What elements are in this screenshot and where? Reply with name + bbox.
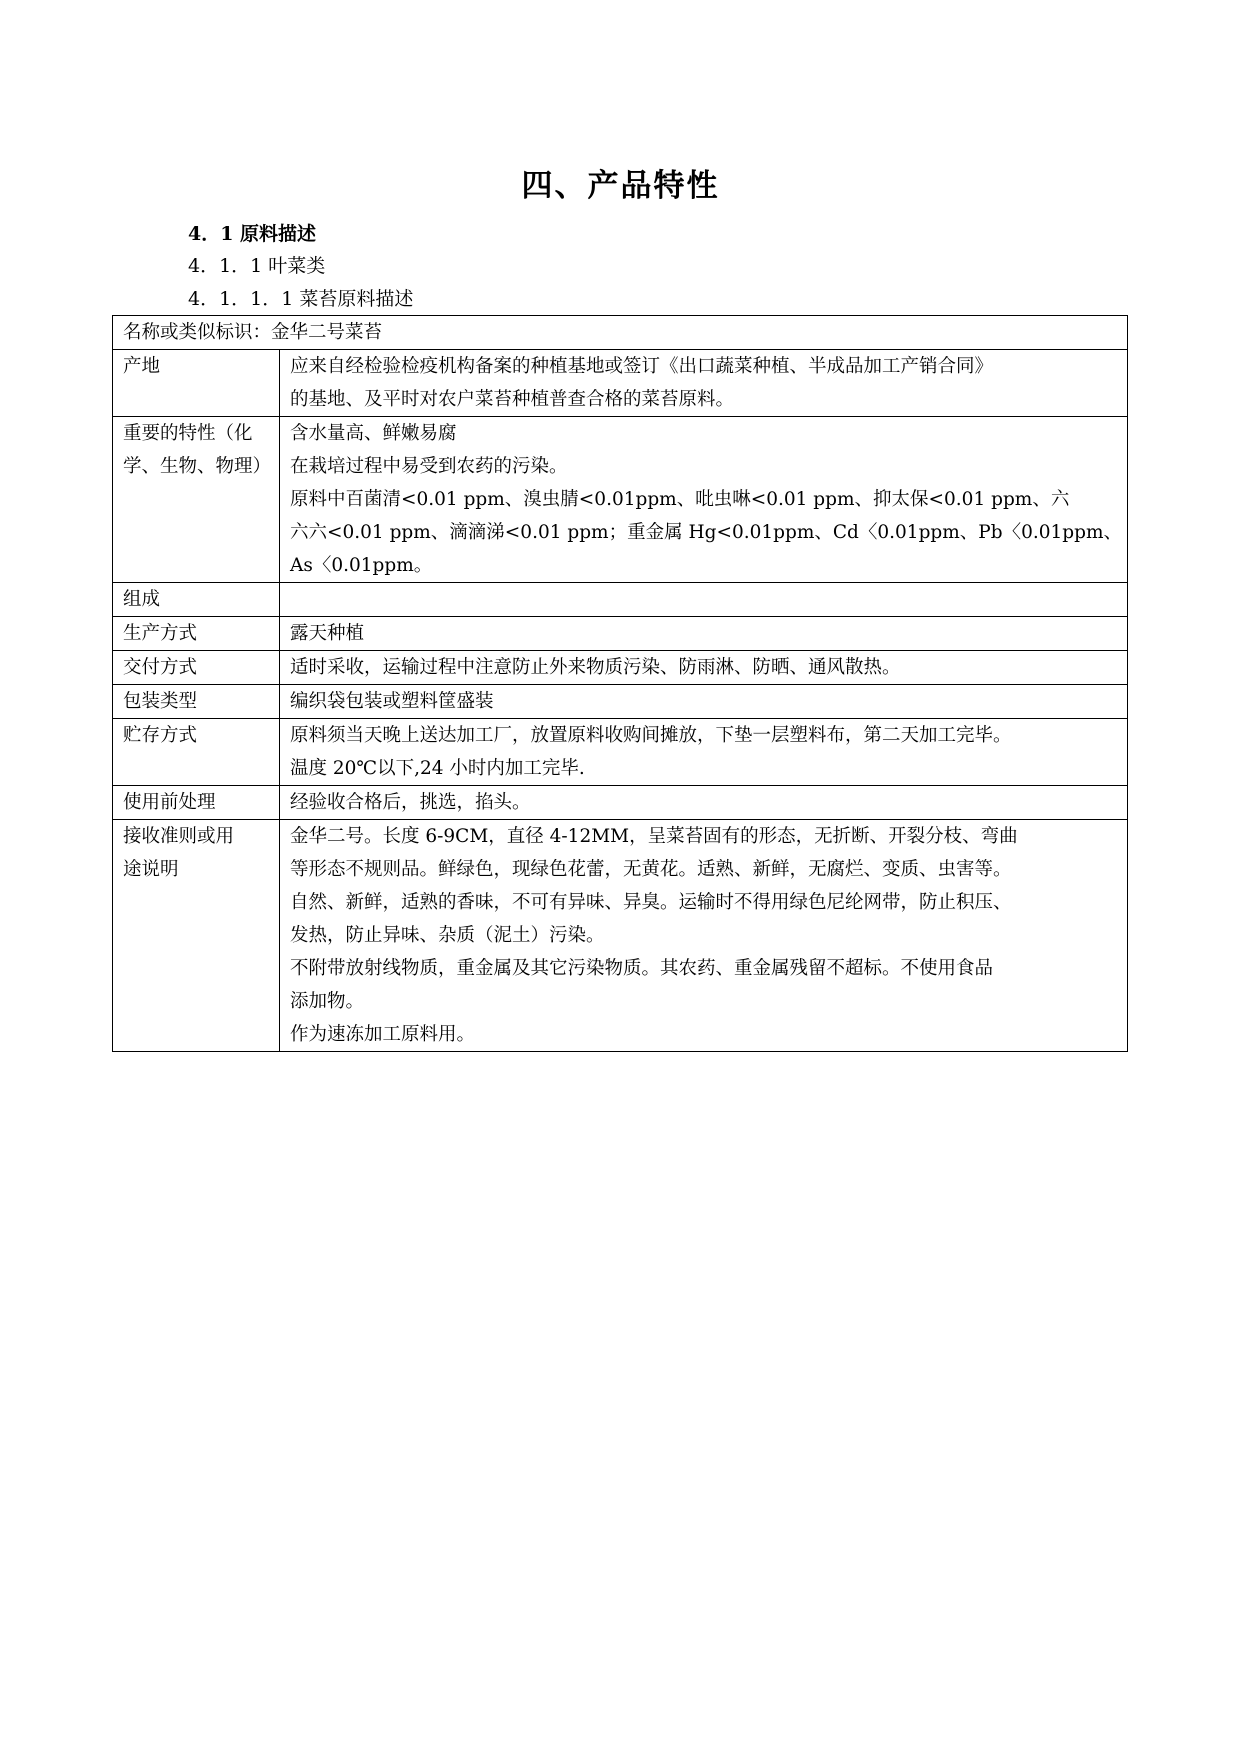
row-label: 贮存方式 xyxy=(113,719,280,786)
row-value xyxy=(280,786,1128,820)
table-row-delivery-method xyxy=(113,651,1128,685)
table-row-composition xyxy=(113,583,1128,617)
label-line: 学、生物、物理） xyxy=(123,456,272,477)
name-cell: 名称或类似标识：金华二号菜苔 xyxy=(113,316,1128,350)
table-row-storage xyxy=(113,719,1128,786)
row-label xyxy=(113,417,280,583)
value-line: As〈0.01ppm。 xyxy=(290,555,433,576)
row-value xyxy=(280,417,1128,583)
row-value xyxy=(280,820,1128,1052)
row-label: 包装类型 xyxy=(113,685,280,719)
row-label: 交付方式 xyxy=(113,651,280,685)
table-row-characteristics xyxy=(113,417,1128,583)
value-line: 适时采收，运输过程中注意防止外来物质污染、防雨淋、防晒、通风散热。 xyxy=(290,657,901,678)
section-heading: 4．1 原料描述 xyxy=(188,223,317,245)
value-line: 不附带放射线物质，重金属及其它污染物质。其农药、重金属残留不超标。不使用食品 xyxy=(290,958,994,979)
value-line: 的基地、及平时对农户菜苔种植普查合格的菜苔原料。 xyxy=(290,389,735,410)
value-line: 应来自经检验检疫机构备案的种植基地或签订《出口蔬菜种植、半成品加工产销合同》 xyxy=(290,356,994,377)
row-label: 生产方式 xyxy=(113,617,280,651)
row-label: 产地 xyxy=(113,350,280,417)
value-line: 发热，防止异味、杂质（泥土）污染。 xyxy=(290,925,605,946)
material-spec-table xyxy=(112,315,1128,1052)
table-row-production-method xyxy=(113,617,1128,651)
table-row-packaging xyxy=(113,685,1128,719)
value-line xyxy=(290,583,1119,616)
value-line: 在栽培过程中易受到农药的污染。 xyxy=(290,456,568,477)
label-line: 途说明 xyxy=(123,859,179,880)
subsubsection-heading: 4．1．1．1 菜苔原料描述 xyxy=(188,288,414,310)
value-line: 作为速冻加工原料用。 xyxy=(290,1024,476,1045)
value-line: 含水量高、鲜嫩易腐 xyxy=(290,423,457,444)
value-line: 等形态不规则品。鲜绿色，现绿色花蕾，无黄花。适熟、新鲜，无腐烂、变质、虫害等。 xyxy=(290,859,1012,880)
value-line: 六六<0.01 ppm、滴滴涕<0.01 ppm；重金属 Hg<0.01ppm、Cd〈0.01ppm、Pb〈0.01ppm、 xyxy=(290,522,1123,543)
table-row-name xyxy=(113,316,1128,350)
row-value xyxy=(280,350,1128,417)
value-line: 金华二号。长度 6-9CM，直径 4-12MM，呈菜苔固有的形态，无折断、开裂分枝、弯曲 xyxy=(290,826,1018,847)
table-row-pretreatment xyxy=(113,786,1128,820)
value-line: 原料中百菌清<0.01 ppm、溴虫腈<0.01ppm、吡虫啉<0.01 ppm、抑太保<0.01 ppm、六 xyxy=(290,489,1070,510)
row-label xyxy=(113,820,280,1052)
row-label: 组成 xyxy=(113,583,280,617)
value-line: 露天种植 xyxy=(290,623,365,644)
value-line: 编织袋包装或塑料筐盛装 xyxy=(290,691,494,712)
row-value xyxy=(280,719,1128,786)
value-line: 经验收合格后，挑选，掐头。 xyxy=(290,792,531,813)
row-value xyxy=(280,617,1128,651)
value-line: 原料须当天晚上送达加工厂，放置原料收购间摊放，下垫一层塑料布，第二天加工完毕。 xyxy=(290,725,1012,746)
value-line: 自然、新鲜，适熟的香味，不可有异味、异臭。运输时不得用绿色尼纶网带，防止积压、 xyxy=(290,892,1012,913)
row-label: 使用前处理 xyxy=(113,786,280,820)
label-line: 重要的特性（化 xyxy=(123,423,253,444)
page-title: 四、产品特性 xyxy=(521,168,720,204)
value-line: 添加物。 xyxy=(290,991,365,1012)
table-row-acceptance-criteria xyxy=(113,820,1128,1052)
value-line: 温度 20℃以下,24 小时内加工完毕. xyxy=(290,758,585,779)
row-value xyxy=(280,583,1128,617)
label-line: 接收准则或用 xyxy=(123,826,235,847)
subsection-heading: 4．1．1 叶菜类 xyxy=(188,255,326,277)
row-value xyxy=(280,685,1128,719)
table-row-origin xyxy=(113,350,1128,417)
row-value xyxy=(280,651,1128,685)
